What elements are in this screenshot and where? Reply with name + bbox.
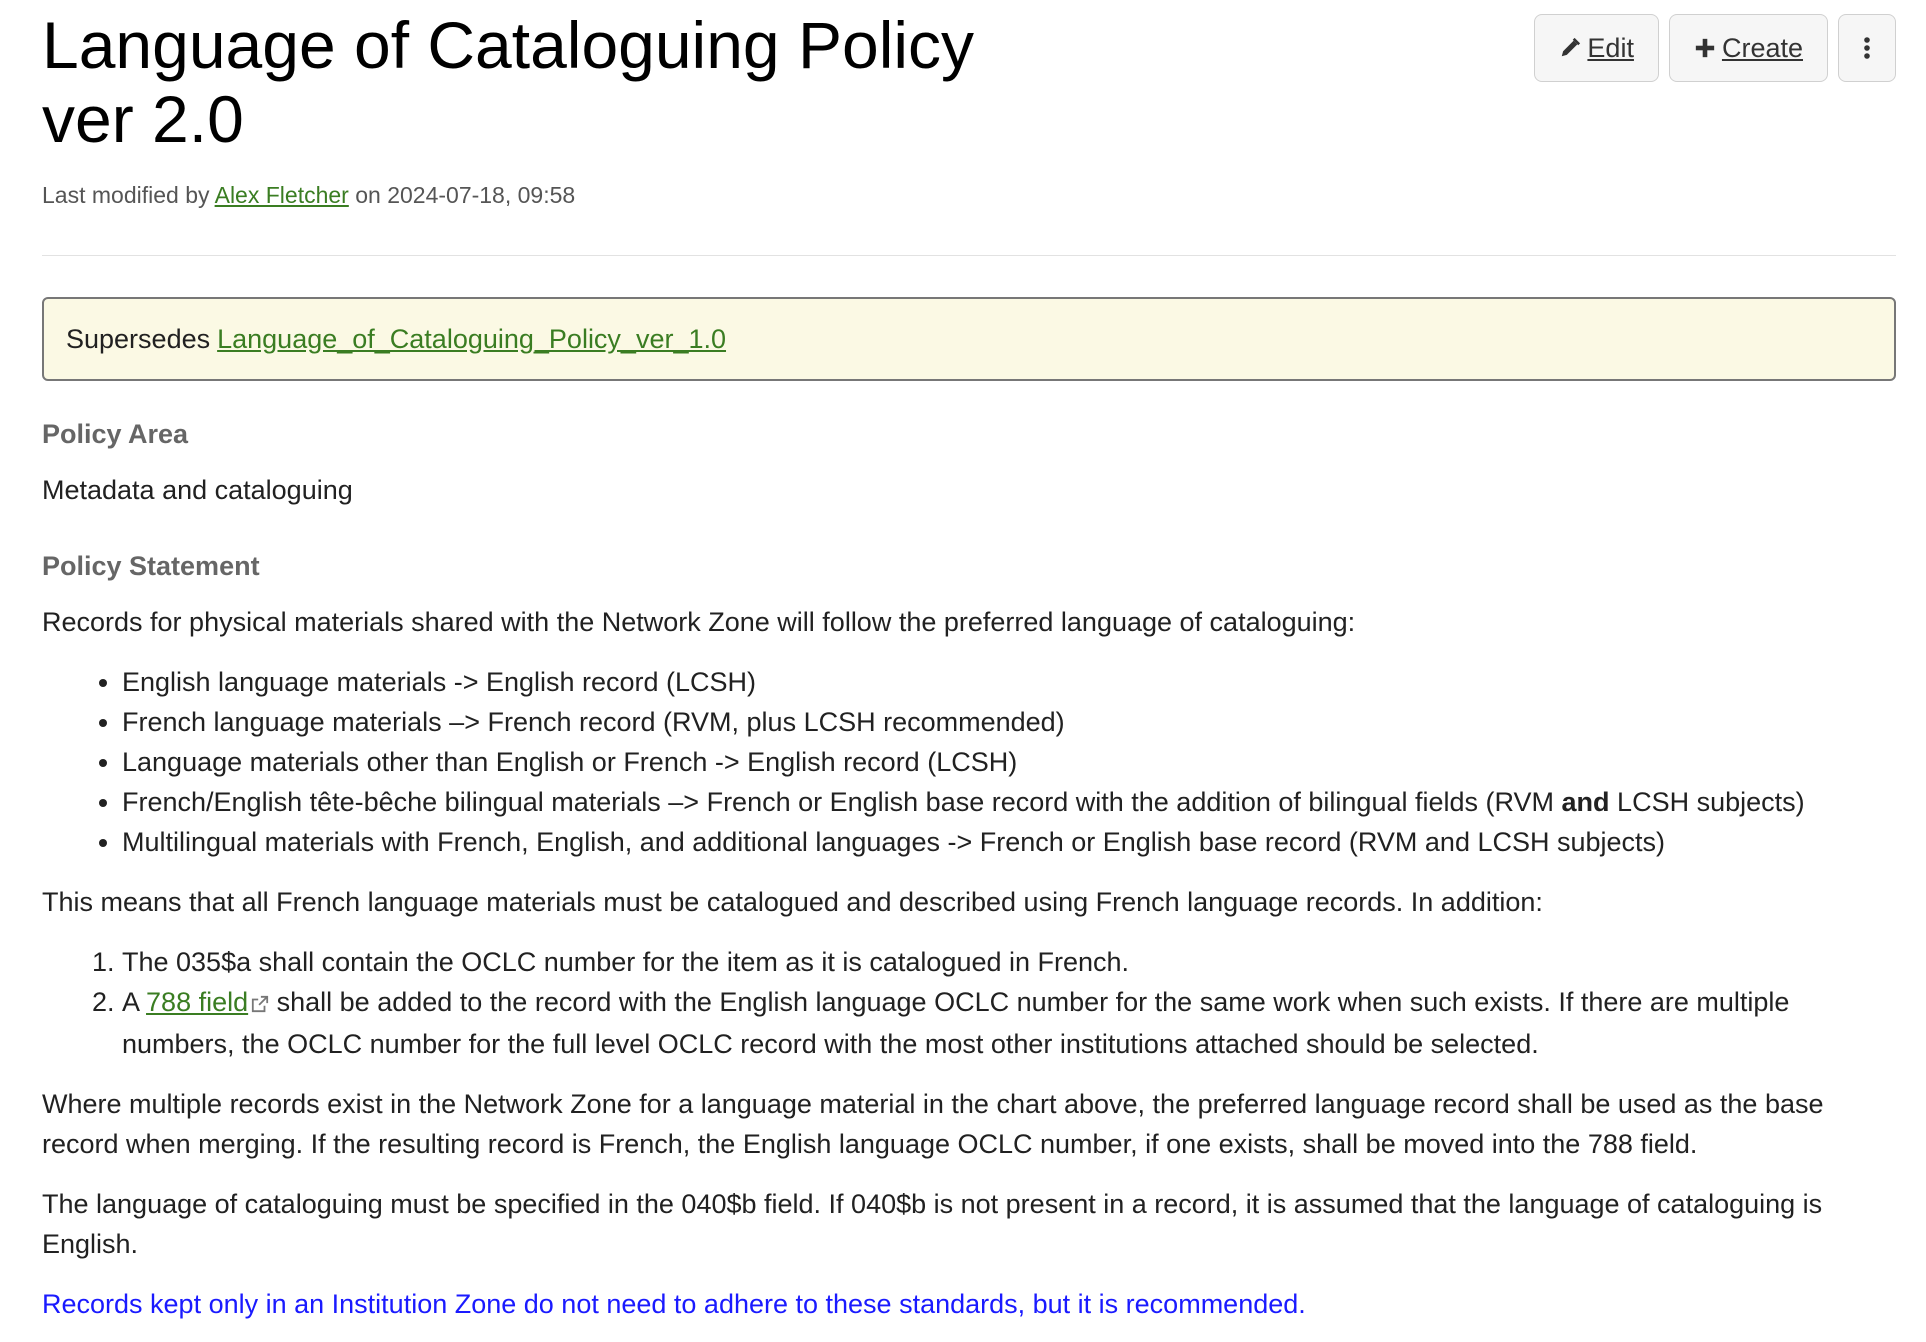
policy-area-heading: Policy Area [42,419,189,449]
list-item: 1. The 035$a shall contain the OCLC number for the item as it is catalogued in French. [122,942,1896,982]
788-field-link[interactable]: 788 field [146,987,249,1017]
header-divider [42,255,1896,256]
institution-zone-note: Records kept only in an Institution Zone do not need to adhere to these standards, but it is recommended. [42,1288,1306,1319]
kebab-menu-icon [1863,36,1871,60]
list-item: • English language materials -> English record (LCSH) [122,662,1896,702]
modified-prefix: Last modified by [42,182,210,208]
create-label: Create [1721,32,1803,63]
statement-intro: Records for physical materials shared with the Network Zone will follow the preferred language of cataloguing: [42,607,1356,637]
rule-text: French/English tête-bêche bilingual materials –> French or English base record with the addition of bilingual fields (RVM [122,787,1562,817]
french-means-paragraph: This means that all French language materials must be catalogued and described using French language records. In addition: [42,887,1543,917]
merge-paragraph: Where multiple records exist in the Network Zone for a language material in the chart above, the preferred language record shall be used as the base record when merging. If the resulting record is French, the English language OCLC number, if one exists, shall be moved into the 788 field. [42,1088,1824,1159]
edit-button[interactable] [1534,14,1659,82]
list-item: • French language materials –> French record (RVM, plus LCSH recommended) [122,702,1896,742]
policy-statement-heading: Policy Statement [42,551,260,581]
supersedes-prefix: Supersedes [66,323,211,354]
page-title: Language of Cataloguing Policy ver 2.0 [42,8,975,156]
policy-content [42,414,1896,1324]
list-item [122,782,1896,822]
policy-area-value: Metadata and cataloguing [42,475,353,505]
author-link[interactable]: Alex Fletcher [214,182,349,208]
list-item: • Language materials other than English or French -> English record (LCSH) [122,742,1896,782]
pencil-icon [1559,37,1581,59]
requirements-list [42,942,1896,1064]
external-link-icon [251,984,269,1024]
req-text: A [122,987,147,1017]
plus-icon [1694,37,1716,59]
last-modified [42,182,575,209]
req-text: shall be added to the record with the English language OCLC number for the same work when such exists. If there are multiple numbers, the OCLC number for the full level OCLC record with the most other institutions attached should be selected. [122,987,1790,1059]
create-button[interactable] [1669,14,1828,82]
040-paragraph: The language of cataloguing must be specified in the 040$b field. If 040$b is not present in a record, it is assumed that the language of cataloguing is English. [42,1188,1823,1259]
rule-bold: and [1561,787,1610,817]
list-item [122,982,1896,1064]
supersedes-notice [42,297,1896,381]
superseded-policy-link[interactable]: Language_of_Cataloguing_Policy_ver_1.0 [217,323,727,354]
edit-label: Edit [1587,32,1634,63]
modified-date: 2024-07-18, 09:58 [387,182,576,208]
more-options-button[interactable] [1838,14,1896,82]
list-item: • Multilingual materials with French, English, and additional languages -> French or English base record (RVM and LCSH subjects) [122,822,1896,862]
language-rules-list [42,662,1896,862]
modified-on-prefix: on [355,182,381,208]
page-actions [1534,14,1896,82]
rule-text: LCSH subjects) [1609,787,1805,817]
